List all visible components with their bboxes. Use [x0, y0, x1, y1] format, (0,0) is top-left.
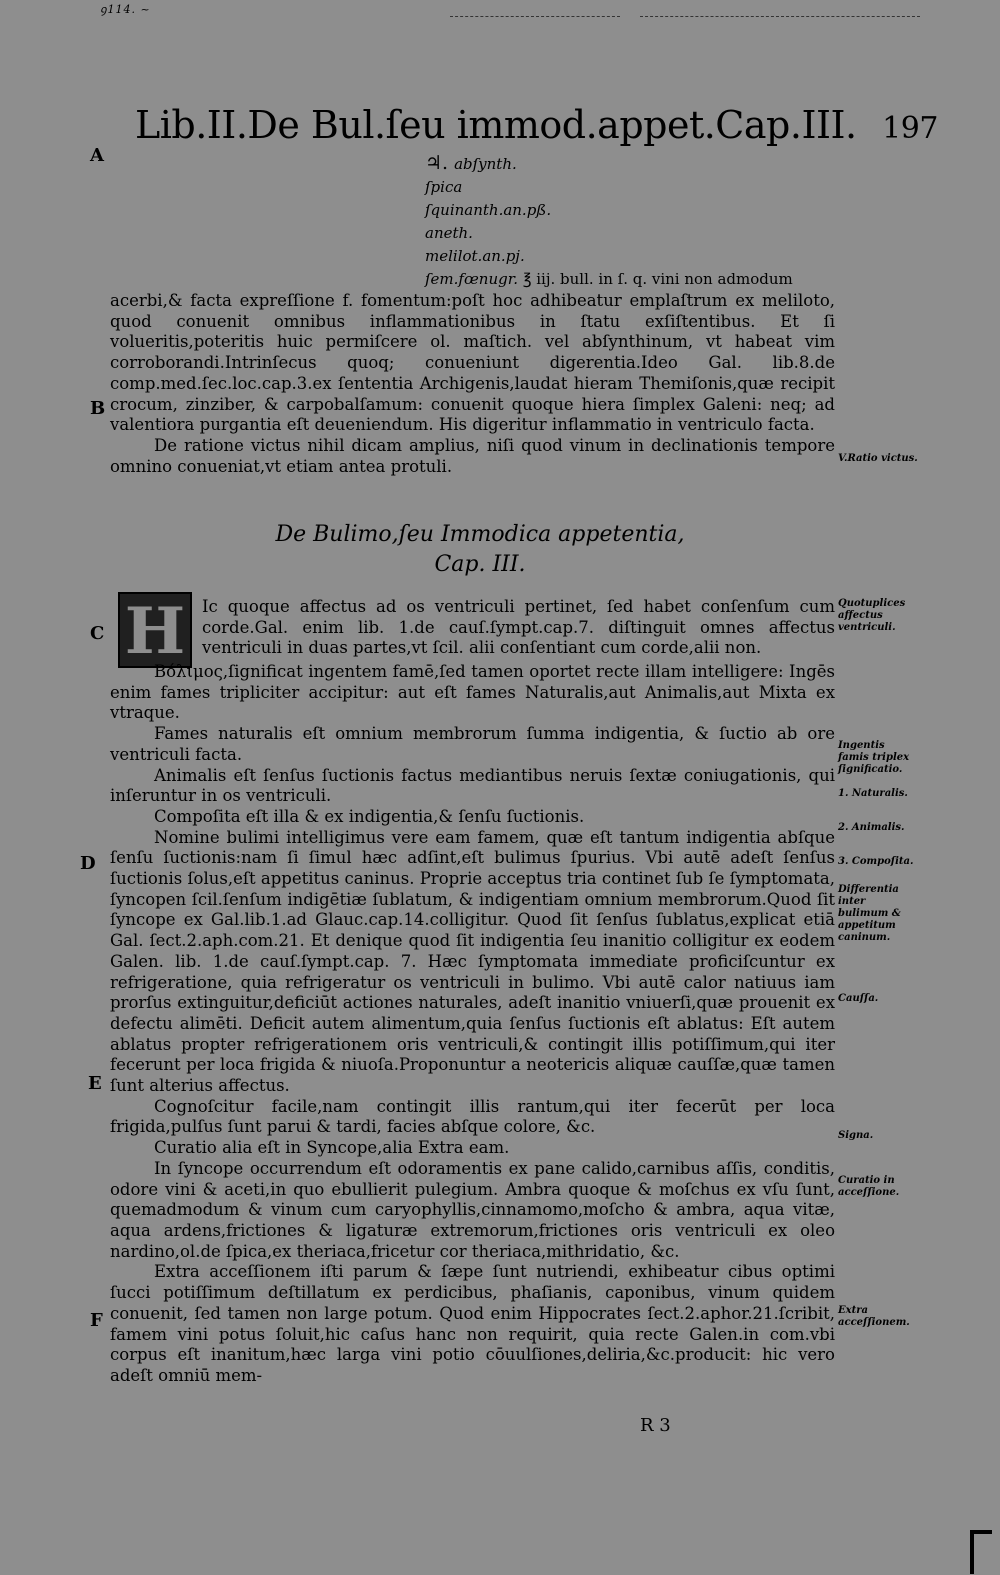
section-letter-c: C — [90, 623, 105, 644]
chapter-title — [0, 520, 960, 580]
paragraph-ratio-victus: De ratione victus nihil dicam amplius, niſi quod vinum in declinationis tempore omnino conueniat,vt etiam antea protuli. — [110, 435, 835, 476]
margin-note-naturalis: 1. Naturalis. — [838, 788, 908, 799]
paragraph-extra-accessionem: Extra acceſſionem iſti parum & ſæpe ſunt nutriendi, exhibeatur cibus optimi ſucci potiſſimum deſtillatum ex perdicibus, phaſianis, caponibus, vinum quidem conuenit, ſed tamen non large potum. Quod enim Hippocrates ſect.2.aphor.21.ſcribit, famem vini potus ſoluit,hic caſus hanc non requirit, quia recte Galen.in com.vbi corpus eſt inanitum,hæc larga vini potio cōuulſiones,deliria,&c.producit: hic vero adeſt omniū mem- — [110, 1262, 835, 1385]
drop-cap: H — [118, 592, 192, 668]
recipe-block — [425, 152, 793, 291]
section-letter-a: A — [90, 145, 104, 166]
recipe-line-4: aneth. — [425, 224, 473, 242]
main-text — [110, 662, 835, 1387]
recipe-line-5: melilot.an.pj. — [425, 247, 525, 265]
corner-mark — [970, 1530, 992, 1574]
margin-note-curatio: Curatio in acceſſione. — [838, 1175, 900, 1198]
paragraph-animalis: Animalis eſt ſenſus ſuctionis factus mediantibus neruis ſextæ coniugationis, qui inſeruntur in os ventriculi. — [110, 765, 835, 806]
paragraph-curatio: Curatio alia eſt in Syncope,alia Extra eam. — [154, 1138, 510, 1158]
recipe-line-6-rest: ℥ iij. bull. in ſ. q. vini non admodum — [522, 270, 793, 288]
page-number: 197 — [882, 111, 938, 146]
signature-mark: R 3 — [640, 1415, 671, 1436]
paragraph-in-syncope: In ſyncope occurrendum eſt odoramentis ex pane calido,carnibus aſſis, conditis, odore vini & aceti,in quo ebullierit pulegium. Ambra quoque & moſchus ex vſu ſunt, quemadmodum & vinum cum caryophyllis,cinnamomo,moſcho & ambra, aqua vitæ, aqua ardens,frictiones & ligaturæ extremorum,frictiones oris ventriculi ex oleo nardino,ol.de ſpica,ex theriaca,fricetur cor theriaca,mithridatio, &c. — [110, 1158, 835, 1261]
section-letter-b: B — [90, 398, 106, 419]
previous-chapter-text — [110, 291, 835, 477]
paragraph-bulimus: Βόλιμος,ſignificat ingentem famē,ſed tamen oportet recte illam intelligere: Ingēs enim fames tripliciter accipitur: aut eſt fames Naturalis,aut Animalis,aut Mixta ex vtraque. — [110, 662, 835, 723]
margin-note-composita: 3. Compoſita. — [838, 856, 914, 867]
paragraph-intro: Ic quoque affectus ad os ventriculi pertinet, ſed habet conſenſum cum corde.Gal. enim lib. 1.de cauſ.ſympt.cap.7. diſtinguit omnes affectus ventriculi in duas partes,vt ſcil. alii conſentiant cum corde,alii non. — [202, 597, 835, 658]
paragraph-composita: Compoſita eſt illa & ex indigentia,& ſenſu ſuctionis. — [154, 806, 585, 826]
margin-note-ingentis-famis: Ingentis famis triplex ſignificatio. — [838, 740, 910, 775]
running-header — [135, 103, 938, 147]
paragraph-nomine-bulimi: Nomine bulimi intelligimus vere eam famem, quæ eſt tantum indigentia abſque ſenſu ſuctionis:nam ſi ſimul hæc adſint,eſt bulimus ſpurius. Vbi autē adeſt ſenſus ſuctionis ſolus,eſt appetitus caninus. Proprie acceptus tria continet ſub ſe ſymptomata, ſyncopen ſcil.ſenſum indigētiæ ſublatum, & indigentiam omnium membrorum.Quod ſit ſyncope ex Gal.lib.1.ad Glauc.cap.14.colligitur. Quod ſit ſenſus ſublatus,explicat etiā Gal. ſect.2.aph.com.21. Et denique quod ſit indigentia ſeu inanitio colligitur ex eodem Galen. lib. 1.de cauſ.ſympt.cap. 7. Hæc ſymptomata immediate proficiſcuntur ex refrigeratione, quia refrigeratur os ventriculi in bulimo. Vbi autē calor natiuus iam prorſus extinguitur,deficiūt actiones naturales, adeſt inanitio vniuerſi,quæ prouenit ex defectu alimēti. Deficit autem alimentum,quia ſenſus ſuctionis eſt ablatus: Eſt autem ablatus propter refrigerationem oris ventriculi,& contingit illis potiſſimum,qui iter fecerunt per loca frigida & niuoſa.Proponuntur a neotericis aliquæ cauſſæ,quæ tamen ſunt alterius affectus. — [110, 827, 835, 1096]
top-mark: ꝯ114. ~ — [100, 3, 151, 16]
margin-note-signa: Signa. — [838, 1130, 874, 1141]
recipe-symbol: ♃. — [425, 152, 449, 174]
chapter-title-line-2: Cap. III. — [434, 552, 526, 577]
section-letter-d: D — [80, 853, 96, 874]
margin-note-extra: Extra acceſſionem. — [838, 1305, 910, 1328]
section-letter-e: E — [88, 1073, 102, 1094]
top-rule-1 — [450, 16, 620, 17]
margin-note-quotuplices: Quotuplices affectus ventriculi. — [838, 598, 906, 633]
margin-note-differentia: Differentia inter bulimum & appetitum caninum. — [838, 884, 901, 943]
header-title: Lib.II.De Bul.ſeu immod.appet.Cap.III. — [135, 103, 857, 147]
paragraph-fames-naturalis: Fames naturalis eſt omnium membrorum ſumma indigentia, & ſuctio ab ore ventriculi facta. — [110, 724, 835, 764]
recipe-line-3: ſquinanth.an.pß. — [425, 201, 552, 219]
paragraph-cognoscitur: Cognoſcitur facile,nam contingit illis rantum,qui iter fecerūt per loca frigida,pulſus ſunt parui & tardi, facies abſque colore, &c. — [110, 1096, 835, 1137]
margin-note-animalis: 2. Animalis. — [838, 822, 905, 833]
margin-note-ratio-victus: V.Ratio victus. — [838, 453, 918, 464]
chapter-title-line-1: De Bulimo,ſeu Immodica appetentia, — [275, 522, 685, 547]
recipe-line-6: ſem.fœnugr. — [425, 270, 519, 288]
section-letter-f: F — [90, 1310, 103, 1331]
margin-note-caussa: Cauſſa. — [838, 993, 879, 1004]
paragraph-fomentum: acerbi,& facta expreſſione f. fomentum:poſt hoc adhibeatur emplaſtrum ex meliloto, quod conuenit omnibus inflammationibus in ſtatu exſiſtentibus. Et ſi volueritis,poteritis huic permiſcere ol. maſtich. vel abſynthinum, vt habeat vim corroborandi.Intrinſecus quoq; conueniunt digerentia.Ideo Gal. lib.8.de comp.med.ſec.loc.cap.3.ex ſententia Archigenis,laudat hieram Themiſonis,quæ recipit crocum, zinziber, & carpobalſamum: conuenit quoque hiera ſimplex Galeni: neq; ad valentiora purgantia eſt deueniendum. His digeritur inflammatio in ventriculo facta. — [110, 291, 835, 435]
recipe-line-2: ſpica — [425, 178, 463, 196]
recipe-line-1: abſynth. — [454, 155, 517, 173]
top-rule-2 — [640, 16, 920, 17]
